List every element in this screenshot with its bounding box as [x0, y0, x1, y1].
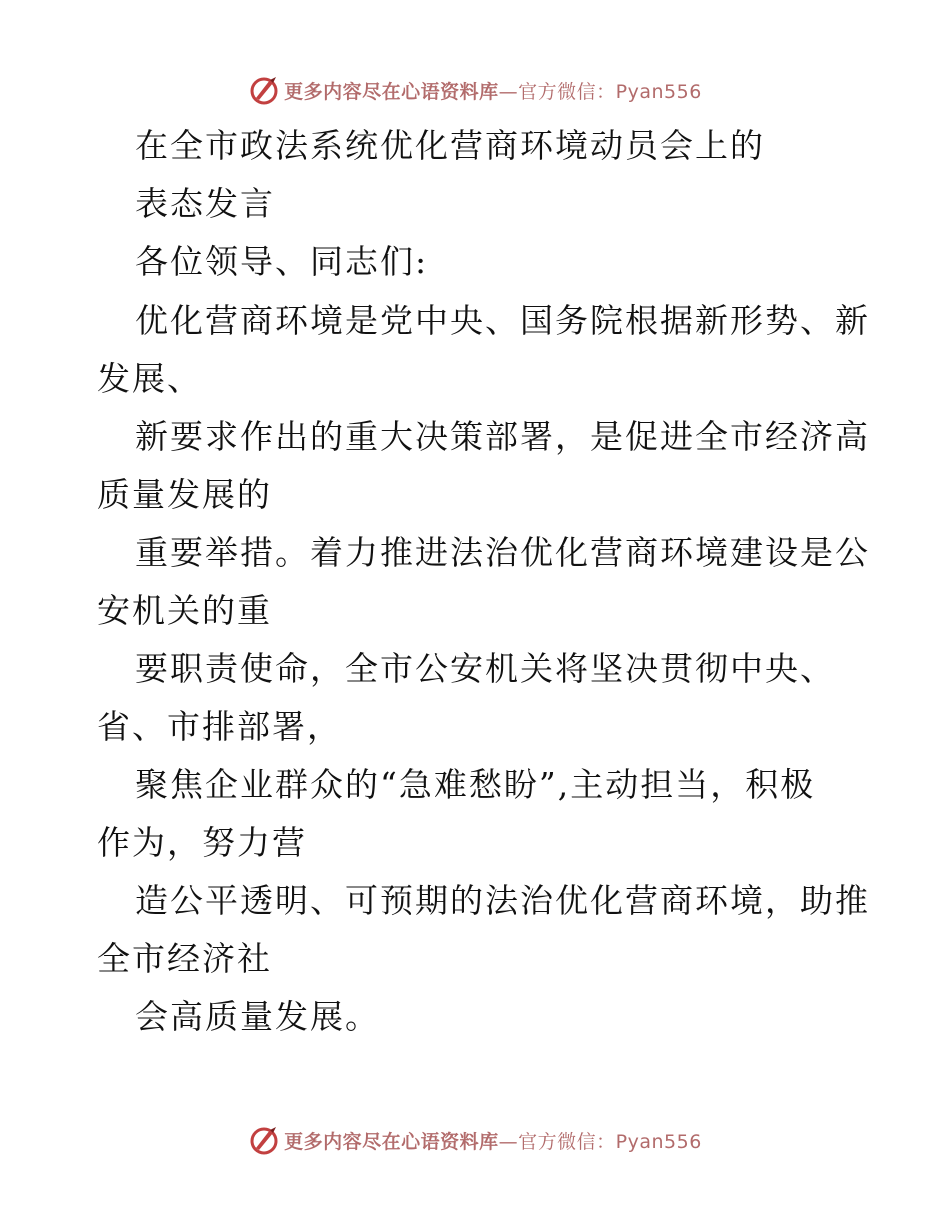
header-banner: [0, 72, 950, 108]
banner-text: [284, 1127, 702, 1154]
banner-wechat: 官方微信：Pyan556: [518, 80, 702, 103]
feather-pen-logo-icon: [248, 74, 280, 106]
paragraph-line: 全市经济社: [97, 939, 272, 978]
banner-dash: —: [498, 80, 519, 103]
banner-brand: 更多内容尽在心语资料库: [284, 1130, 499, 1153]
feather-pen-logo-icon: [248, 1124, 280, 1156]
paragraph-line: 聚焦企业群众的“急难愁盼”,主动担当，积极: [135, 765, 816, 804]
banner-brand: 更多内容尽在心语资料库: [284, 80, 499, 103]
paragraph-line: 作为，努力营: [97, 823, 307, 862]
paragraph-line: 安机关的重: [97, 591, 272, 630]
paragraph-line: 会高质量发展。: [135, 997, 380, 1036]
paragraph-line: 要职责使命，全市公安机关将坚决贯彻中央、: [135, 649, 835, 688]
paragraph-line: 造公平透明、可预期的法治优化营商环境，助推: [135, 881, 870, 920]
paragraph-line: 优化营商环境是党中央、国务院根据新形势、新: [135, 301, 870, 340]
banner-dash: —: [498, 1130, 519, 1153]
paragraph-line: 发展、: [97, 359, 202, 398]
paragraph-line: 新要求作出的重大决策部署，是促进全市经济高: [135, 417, 870, 456]
paragraph-line: 质量发展的: [97, 475, 272, 514]
doc-title-line-2: 表态发言: [135, 184, 275, 223]
paragraph-line: 省、市排部署，: [97, 707, 342, 746]
doc-title-line-1: 在全市政法系统优化营商环境动员会上的: [135, 126, 765, 165]
footer-banner: [0, 1122, 950, 1158]
salutation: 各位领导、同志们:: [135, 242, 429, 281]
banner-text: [284, 77, 702, 104]
banner-wechat: 官方微信：Pyan556: [518, 1130, 702, 1153]
paragraph-line: 重要举措。着力推进法治优化营商环境建设是公: [135, 533, 870, 572]
